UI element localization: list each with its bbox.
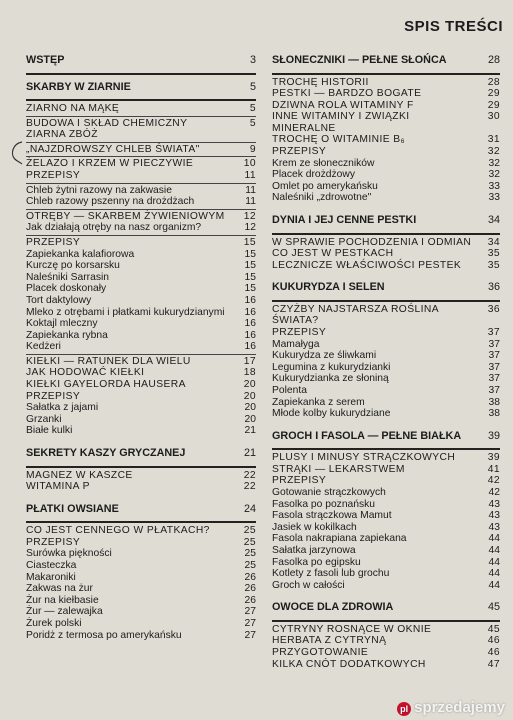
- toc-entry: [26, 158, 256, 170]
- divider-line: [26, 142, 256, 143]
- toc-entry-title: Sałatka z jajami: [26, 402, 99, 414]
- toc-entry-title: Kukurydza ze śliwkami: [272, 350, 377, 362]
- toc-page-number: 11: [245, 184, 256, 196]
- toc-entry: [272, 659, 500, 671]
- handwritten-bracket-mark: [8, 140, 24, 166]
- toc-page-number: 20: [244, 413, 256, 425]
- toc-page-number: 9: [249, 143, 256, 155]
- toc-entry: [272, 100, 500, 112]
- toc-entry-title: PRZEPISY: [272, 475, 327, 487]
- toc-entry-title: Jak działają otręby na nasz organizm?: [26, 222, 202, 234]
- toc-page-number: 45: [487, 623, 500, 635]
- toc-entry-title: Sałatka jarzynowa: [272, 545, 356, 556]
- toc-page-number: 16: [244, 329, 256, 341]
- toc-page-number: 15: [244, 248, 256, 260]
- toc-entry: [26, 560, 256, 572]
- toc-page-number: 26: [244, 594, 256, 606]
- toc-entry-title: Gotowanie strączkowych: [272, 487, 386, 499]
- toc-entry-title: Białe kulki: [26, 425, 73, 437]
- toc-entry: [272, 304, 500, 327]
- toc-entry-title: Chleb razowy pszenny na drożdżach: [26, 196, 195, 208]
- toc-section-heading: [26, 50, 256, 71]
- toc-entry-title: INNE WITAMINY I ZWIĄZKI MINERALNE: [272, 111, 410, 134]
- toc-entry: [26, 118, 256, 141]
- toc-entry-title: KUKURYDZA I SELEN: [272, 281, 385, 294]
- toc-entry-title: Fasolka po egipsku: [272, 556, 361, 568]
- toc-section-heading: [26, 77, 256, 98]
- divider-line: [26, 73, 256, 75]
- divider-line: [26, 354, 256, 355]
- toc-page-number: 20: [243, 379, 256, 391]
- toc-entry-title: Kedżeri: [26, 341, 61, 353]
- divider-line: [272, 620, 500, 622]
- toc-entry: [26, 237, 256, 249]
- watermark-text: sprzedajemy: [414, 699, 505, 716]
- toc-page-number: 22: [243, 469, 256, 481]
- divider-line: [26, 116, 256, 117]
- toc-page-number: 21: [243, 447, 256, 460]
- toc-entry-title: Żur — zalewajka: [26, 606, 103, 618]
- toc-entry: [26, 103, 256, 115]
- toc-entry-title: W SPRAWIE POCHODZENIA I ODMIAN: [272, 236, 472, 248]
- toc-entry-title: Fasolka po poznańsku: [272, 498, 376, 510]
- divider-line: [272, 448, 500, 450]
- toc-entry: [272, 499, 500, 511]
- toc-entry: [272, 557, 500, 569]
- toc-entry-title: PRZEPISY: [272, 146, 327, 158]
- toc-entry-title: Naleśniki Sarrasin: [26, 271, 109, 283]
- toc-page-number: 22: [243, 481, 256, 493]
- toc-entry-title: OWOCE DLA ZDROWIA: [272, 601, 394, 614]
- toc-page-number: 16: [244, 341, 256, 353]
- toc-entry-title: ŻELAZO I KRZEM W PIECZYWIE: [26, 158, 194, 170]
- toc-entry: [26, 249, 256, 261]
- toc-entry-title: PRZEPISY: [26, 390, 81, 402]
- toc-entry: [272, 350, 500, 362]
- toc-page-number: 35: [487, 248, 500, 260]
- divider-line: [272, 300, 500, 302]
- toc-page-number: 15: [244, 271, 256, 283]
- toc-page-number: 10: [243, 158, 256, 170]
- toc-page-number: 38: [488, 408, 500, 420]
- toc-page-number: 30: [487, 111, 500, 123]
- toc-page-number: 44: [488, 579, 500, 591]
- toc-entry: [272, 181, 500, 193]
- toc-page-number: 12: [244, 222, 256, 234]
- toc-entry: [272, 134, 500, 146]
- toc-page-number: 15: [243, 236, 256, 248]
- toc-entry: [272, 111, 500, 134]
- toc-page-number: 25: [244, 560, 256, 571]
- toc-entry: [272, 146, 500, 158]
- toc-entry: [26, 211, 256, 223]
- toc-entry-title: Placek drożdżowy: [272, 169, 355, 181]
- divider-line: [26, 183, 256, 184]
- toc-entry: [272, 522, 500, 534]
- toc-page-number: 37: [488, 384, 500, 396]
- toc-entry: [272, 475, 500, 487]
- toc-page-number: 46: [487, 647, 500, 659]
- toc-page-number: 11: [245, 196, 256, 208]
- toc-page-number: 37: [487, 327, 500, 338]
- toc-page-number: 15: [244, 283, 256, 295]
- toc-page-number: 16: [244, 318, 256, 330]
- toc-entry: [272, 533, 500, 545]
- toc-entry-title: Kurczę po korsarsku: [26, 260, 120, 272]
- toc-entry: [26, 548, 256, 560]
- toc-entry: [26, 595, 256, 607]
- divider-line: [26, 521, 256, 523]
- toc-section-heading: [26, 499, 256, 520]
- toc-entry-title: CO JEST W PESTKACH: [272, 248, 394, 260]
- toc-page-number: 38: [488, 396, 500, 408]
- toc-page-number: 39: [487, 452, 500, 464]
- toc-page-number: 33: [488, 180, 500, 192]
- toc-entry-title: GROCH I FASOLA — PEŁNE BIAŁKA: [272, 429, 462, 442]
- toc-page-number: 20: [243, 390, 256, 402]
- toc-page-number: 5: [249, 103, 256, 114]
- toc-entry: [26, 572, 256, 584]
- toc-entry: [26, 630, 256, 642]
- toc-entry-title: Kukurydzianka ze słoniną: [272, 373, 389, 385]
- toc-page-number: 37: [488, 350, 500, 362]
- toc-entry: [26, 425, 256, 437]
- toc-entry: [272, 464, 500, 476]
- toc-page-number: 39: [487, 429, 500, 442]
- toc-entry: [26, 525, 256, 537]
- toc-entry: [272, 624, 500, 636]
- toc-entry-title: MAGNEZ W KASZCE: [26, 469, 133, 481]
- toc-page-number: 27: [244, 606, 256, 618]
- toc-entry-title: Makaroniki: [26, 571, 76, 583]
- toc-entry: [26, 356, 256, 368]
- watermark: [397, 699, 505, 716]
- toc-entry: [272, 158, 500, 170]
- toc-entry: [26, 414, 256, 426]
- toc-page-number: 25: [243, 525, 256, 537]
- toc-entry: [272, 568, 500, 580]
- toc-page-number: 44: [488, 556, 500, 568]
- toc-page-number: 18: [243, 367, 256, 379]
- toc-left-column: [26, 50, 256, 641]
- toc-entry: [26, 367, 256, 379]
- toc-page-number: 27: [244, 617, 256, 629]
- toc-page-number: 41: [487, 463, 500, 475]
- toc-section-heading: [272, 597, 500, 618]
- toc-entry-title: STRĄKI — LEKARSTWEM: [272, 463, 405, 475]
- toc-page-number: 44: [488, 533, 500, 545]
- page-title: SPIS TREŚCI: [404, 18, 503, 35]
- toc-page-number: 44: [488, 545, 500, 556]
- toc-entry: [26, 295, 256, 307]
- toc-section-heading: [272, 277, 500, 298]
- toc-entry-title: Mleko z otrębami i płatkami kukurydzianymi: [26, 306, 225, 318]
- toc-entry: [272, 545, 500, 557]
- toc-entry: [26, 402, 256, 414]
- toc-page-number: 29: [487, 99, 500, 111]
- toc-entry: [26, 318, 256, 330]
- toc-entry-title: Zakwas na żur: [26, 583, 93, 595]
- toc-entry: [26, 272, 256, 284]
- toc-section-heading: [272, 210, 500, 231]
- toc-page-number: 44: [488, 568, 500, 580]
- toc-right-column: [272, 50, 500, 670]
- toc-section-heading: [272, 50, 500, 71]
- toc-entry-title: PŁATKI OWSIANE: [26, 502, 119, 515]
- toc-page-number: 12: [243, 210, 256, 222]
- toc-page-number: 25: [244, 548, 256, 560]
- toc-entry: [26, 537, 256, 549]
- toc-entry-title: KIEŁKI — RATUNEK DLA WIELU: [26, 355, 191, 367]
- toc-entry: [26, 583, 256, 595]
- toc-entry-title: Fasola strączkowa Mamut: [272, 510, 392, 522]
- toc-page-number: 36: [487, 281, 500, 294]
- toc-entry-title: OTRĘBY — SKARBEM ŻYWIENIOWYM: [26, 210, 225, 222]
- toc-page-number: 42: [487, 475, 500, 487]
- toc-page-number: 29: [487, 88, 500, 100]
- toc-entry: [272, 373, 500, 385]
- toc-entry-title: Młode kolby kukurydziane: [272, 408, 391, 420]
- toc-entry-title: Ciasteczka: [26, 560, 77, 571]
- toc-page-number: 45: [487, 601, 500, 614]
- toc-entry-title: Zapiekanka rybna: [26, 329, 108, 341]
- divider-line: [26, 466, 256, 468]
- toc-entry-title: PESTKI — BARDZO BOGATE: [272, 88, 422, 100]
- toc-page-number: 15: [244, 260, 256, 272]
- toc-entry-title: „NAJZDROWSZY CHLEB ŚWIATA": [26, 143, 200, 155]
- divider-line: [26, 99, 256, 101]
- toc-entry: [26, 470, 256, 482]
- toc-page-number: 32: [488, 157, 500, 169]
- toc-entry-title: Chleb żytni razowy na zakwasie: [26, 184, 172, 196]
- toc-entry: [26, 341, 256, 353]
- toc-page-number: 3: [249, 54, 256, 66]
- toc-entry-title: Kotlety z fasoli lub grochu: [272, 568, 390, 580]
- toc-page-number: 33: [488, 192, 500, 204]
- toc-entry-title: WITAMINA P: [26, 481, 90, 493]
- toc-page-number: 5: [249, 80, 256, 93]
- toc-page-number: 26: [244, 583, 256, 595]
- toc-entry: [272, 647, 500, 659]
- toc-entry-title: Żur na kiełbasie: [26, 594, 99, 606]
- divider-line: [272, 73, 500, 75]
- toc-entry: [26, 618, 256, 630]
- toc-entry-title: KIEŁKI GAYELORDA HAUSERA: [26, 379, 186, 391]
- toc-entry: [272, 580, 500, 592]
- toc-page-number: 28: [487, 76, 500, 88]
- toc-entry-title: Placek doskonały: [26, 283, 107, 295]
- toc-entry-title: Grzanki: [26, 413, 62, 425]
- toc-page-number: 35: [487, 259, 500, 271]
- toc-page-number: 32: [487, 146, 500, 158]
- toc-entry-title: PRZEPISY: [272, 327, 327, 338]
- toc-entry: [272, 362, 500, 374]
- toc-entry-title: Tort daktylowy: [26, 294, 92, 306]
- toc-entry: [272, 192, 500, 204]
- toc-entry-title: PLUSY I MINUSY STRĄCZKOWYCH: [272, 452, 456, 464]
- toc-page-number: 32: [488, 169, 500, 181]
- toc-entry-title: PRZYGOTOWANIE: [272, 647, 369, 659]
- toc-page-number: 5: [249, 117, 256, 129]
- toc-entry: [272, 487, 500, 499]
- toc-entry: [272, 408, 500, 420]
- toc-entry-title: TROCHĘ O WITAMINIE B₆: [272, 134, 406, 146]
- toc-page-number: 43: [488, 521, 500, 533]
- toc-entry-title: DYNIA I JEJ CENNE PESTKI: [272, 214, 417, 227]
- toc-entry-title: HERBATA Z CYTRYNĄ: [272, 635, 387, 647]
- toc-entry-title: Poridż z termosa po amerykańsku: [26, 629, 182, 641]
- toc-page-number: 36: [487, 303, 500, 315]
- toc-entry-title: Surówka piękności: [26, 548, 112, 560]
- toc-entry: [272, 88, 500, 100]
- toc-entry-title: TROCHĘ HISTORII: [272, 76, 369, 88]
- toc-page-number: 31: [487, 134, 500, 146]
- toc-entry: [26, 170, 256, 182]
- toc-entry: [272, 327, 500, 339]
- divider-line: [272, 233, 500, 235]
- toc-page-number: 27: [244, 629, 256, 641]
- divider-line: [26, 235, 256, 236]
- toc-page-number: 16: [244, 306, 256, 318]
- toc-entry: [272, 248, 500, 260]
- toc-entry: [26, 307, 256, 319]
- toc-entry: [26, 481, 256, 493]
- toc-page-number: 46: [487, 635, 500, 647]
- toc-entry-title: Jasiek w kokilkach: [272, 521, 357, 533]
- toc-page-number: 37: [488, 361, 500, 373]
- toc-entry: [272, 452, 500, 464]
- toc-entry-title: CO JEST CENNEGO W PŁATKACH?: [26, 525, 210, 537]
- toc-page-number: 17: [243, 355, 256, 367]
- toc-entry-title: CZYŻBY NAJSTARSZA ROŚLINA ŚWIATA?: [272, 303, 439, 327]
- toc-entry-title: Żurek polski: [26, 617, 82, 629]
- toc-entry: [26, 144, 256, 156]
- toc-entry-title: KILKA CNÓT DODATKOWYCH: [272, 658, 426, 670]
- toc-entry-title: Krem ze słoneczników: [272, 157, 375, 169]
- toc-entry-title: PRZEPISY: [26, 169, 81, 181]
- toc-entry-title: WSTĘP: [26, 54, 65, 66]
- toc-entry-title: Legumina z kukurydzianki: [272, 361, 391, 373]
- toc-entry: [26, 330, 256, 342]
- toc-entry: [26, 222, 256, 234]
- toc-entry: [26, 260, 256, 272]
- toc-entry: [26, 196, 256, 208]
- toc-page-number: 42: [488, 487, 500, 499]
- toc-page-number: 11: [244, 169, 256, 181]
- toc-entry-title: Zapiekanka z serem: [272, 396, 365, 408]
- toc-entry: [26, 606, 256, 618]
- toc-entry-title: Omlet po amerykańsku: [272, 180, 378, 192]
- toc-entry-title: DZIWNA ROLA WITAMINY F: [272, 99, 414, 111]
- toc-entry: [272, 397, 500, 409]
- toc-entry-title: Fasola nakrapiana zapiekana: [272, 533, 407, 545]
- toc-entry-title: PRZEPISY: [26, 236, 81, 248]
- toc-page-number: 37: [488, 338, 500, 350]
- toc-entry-title: Groch w całości: [272, 579, 345, 591]
- toc-entry: [272, 339, 500, 351]
- toc-entry-title: BUDOWA I SKŁAD CHEMICZNY ZIARNA ZBÓŻ: [26, 117, 188, 141]
- toc-page-number: 28: [487, 54, 500, 66]
- toc-entry: [272, 237, 500, 249]
- toc-page-number: 20: [244, 402, 256, 414]
- toc-entry: [272, 260, 500, 272]
- toc-entry-title: LECZNICZE WŁAŚCIWOŚCI PESTEK: [272, 259, 462, 271]
- toc-section-heading: [26, 443, 256, 464]
- toc-entry-title: SEKRETY KASZY GRYCZANEJ: [26, 447, 186, 460]
- toc-entry-title: Zapiekanka kalafiorowa: [26, 248, 135, 260]
- toc-entry-title: Polenta: [272, 384, 307, 396]
- toc-page-number: 37: [488, 373, 500, 385]
- toc-entry: [272, 385, 500, 397]
- toc-entry-title: JAK HODOWAĆ KIEŁKI: [26, 367, 145, 379]
- toc-entry: [272, 635, 500, 647]
- toc-entry-title: CYTRYNY ROSNĄCE W OKNIE: [272, 623, 432, 635]
- toc-entry: [272, 77, 500, 89]
- toc-entry: [26, 379, 256, 391]
- toc-page-number: 26: [244, 571, 256, 583]
- toc-page-number: 25: [243, 536, 256, 548]
- toc-section-heading: [272, 426, 500, 447]
- toc-entry-title: Koktajl mleczny: [26, 318, 98, 330]
- toc-page-number: 43: [488, 510, 500, 522]
- toc-entry: [26, 391, 256, 403]
- toc-entry-title: PRZEPISY: [26, 536, 81, 548]
- toc-page-number: 47: [487, 658, 500, 670]
- toc-page-number: 21: [244, 425, 256, 437]
- toc-page-number: 16: [244, 294, 256, 306]
- toc-entry-title: Mamałyga: [272, 338, 320, 350]
- toc-entry: [26, 185, 256, 197]
- toc-page-number: 43: [488, 498, 500, 510]
- toc-entry-title: SŁONECZNIKI — PEŁNE SŁOŃCA: [272, 54, 447, 66]
- toc-page-number: 34: [487, 236, 500, 248]
- toc-entry: [272, 169, 500, 181]
- watermark-badge: pl: [397, 702, 411, 716]
- toc-entry: [272, 510, 500, 522]
- toc-entry-title: ZIARNO NA MĄKĘ: [26, 103, 120, 114]
- toc-entry: [26, 283, 256, 295]
- toc-entry-title: SKARBY W ZIARNIE: [26, 80, 131, 93]
- toc-page-number: 24: [243, 502, 256, 515]
- toc-entry-title: Naleśniki „zdrowotne": [272, 192, 372, 204]
- toc-page-number: 34: [487, 214, 500, 227]
- divider-line: [26, 209, 256, 210]
